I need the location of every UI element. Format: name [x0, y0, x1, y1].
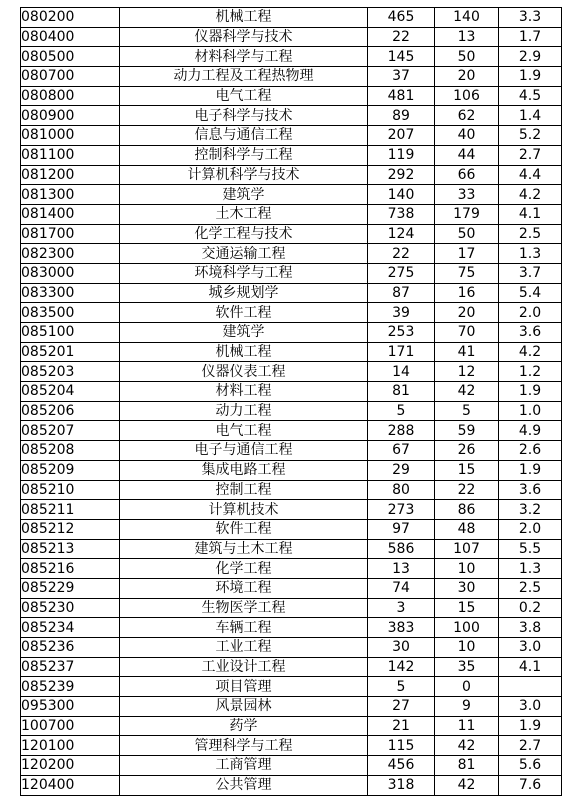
cell-name: 电气工程	[120, 421, 368, 441]
cell-count-b: 62	[435, 106, 499, 126]
cell-name: 管理科学与工程	[120, 736, 368, 756]
cell-count-b: 15	[435, 460, 499, 480]
cell-code: 085216	[21, 559, 120, 579]
cell-count-a: 67	[368, 441, 435, 461]
cell-count-b: 10	[435, 638, 499, 658]
cell-count-b: 50	[435, 224, 499, 244]
cell-ratio: 2.7	[499, 145, 562, 165]
cell-count-b: 81	[435, 756, 499, 776]
cell-code: 081300	[21, 185, 120, 205]
cell-count-a: 80	[368, 480, 435, 500]
cell-count-a: 383	[368, 618, 435, 638]
table-row	[21, 244, 562, 264]
cell-ratio: 1.9	[499, 716, 562, 736]
table-row	[21, 106, 562, 126]
table-row	[21, 519, 562, 539]
cell-count-a: 22	[368, 244, 435, 264]
cell-ratio: 3.2	[499, 500, 562, 520]
cell-ratio: 4.4	[499, 165, 562, 185]
cell-code: 085236	[21, 638, 120, 658]
table-body	[21, 8, 562, 796]
cell-name: 仪器仪表工程	[120, 362, 368, 382]
cell-code: 120200	[21, 756, 120, 776]
cell-count-a: 5	[368, 677, 435, 697]
cell-name: 风景园林	[120, 697, 368, 717]
cell-name: 土木工程	[120, 204, 368, 224]
cell-code: 081700	[21, 224, 120, 244]
cell-ratio: 2.5	[499, 224, 562, 244]
table-row	[21, 500, 562, 520]
cell-count-b: 86	[435, 500, 499, 520]
cell-name: 计算机科学与技术	[120, 165, 368, 185]
cell-code: 085100	[21, 323, 120, 343]
cell-ratio: 1.3	[499, 559, 562, 579]
cell-count-b: 22	[435, 480, 499, 500]
table-row	[21, 539, 562, 559]
table-row	[21, 224, 562, 244]
cell-count-b: 12	[435, 362, 499, 382]
cell-ratio: 1.2	[499, 362, 562, 382]
cell-ratio: 3.6	[499, 480, 562, 500]
cell-ratio: 3.8	[499, 618, 562, 638]
cell-count-a: 115	[368, 736, 435, 756]
cell-name: 建筑学	[120, 323, 368, 343]
cell-name: 控制工程	[120, 480, 368, 500]
cell-ratio: 3.7	[499, 263, 562, 283]
cell-count-a: 140	[368, 185, 435, 205]
table-row	[21, 578, 562, 598]
cell-code: 083500	[21, 303, 120, 323]
cell-name: 项目管理	[120, 677, 368, 697]
cell-count-a: 97	[368, 519, 435, 539]
table-row	[21, 441, 562, 461]
cell-name: 药学	[120, 716, 368, 736]
cell-count-b: 44	[435, 145, 499, 165]
cell-code: 085207	[21, 421, 120, 441]
cell-ratio: 1.0	[499, 401, 562, 421]
cell-code: 085213	[21, 539, 120, 559]
cell-name: 动力工程及工程热物理	[120, 67, 368, 87]
cell-count-b: 15	[435, 598, 499, 618]
cell-count-b: 16	[435, 283, 499, 303]
cell-name: 计算机技术	[120, 500, 368, 520]
table-row	[21, 677, 562, 697]
cell-name: 车辆工程	[120, 618, 368, 638]
cell-count-b: 106	[435, 86, 499, 106]
table-row	[21, 382, 562, 402]
cell-ratio: 1.9	[499, 460, 562, 480]
cell-code: 080700	[21, 67, 120, 87]
cell-ratio	[499, 677, 562, 697]
cell-ratio: 5.5	[499, 539, 562, 559]
cell-count-a: 253	[368, 323, 435, 343]
cell-count-a: 30	[368, 638, 435, 658]
cell-ratio: 4.1	[499, 204, 562, 224]
table-row	[21, 697, 562, 717]
cell-ratio: 5.4	[499, 283, 562, 303]
table-row	[21, 342, 562, 362]
cell-code: 085234	[21, 618, 120, 638]
cell-count-b: 75	[435, 263, 499, 283]
cell-name: 软件工程	[120, 519, 368, 539]
cell-ratio: 0.2	[499, 598, 562, 618]
cell-code: 085203	[21, 362, 120, 382]
cell-code: 120400	[21, 775, 120, 795]
table-row	[21, 47, 562, 67]
cell-ratio: 4.5	[499, 86, 562, 106]
table-row	[21, 27, 562, 47]
cell-ratio: 3.0	[499, 697, 562, 717]
cell-count-a: 273	[368, 500, 435, 520]
cell-ratio: 2.5	[499, 578, 562, 598]
cell-code: 085230	[21, 598, 120, 618]
table-row	[21, 618, 562, 638]
table-row	[21, 638, 562, 658]
cell-ratio: 1.4	[499, 106, 562, 126]
cell-count-a: 13	[368, 559, 435, 579]
cell-name: 建筑与土木工程	[120, 539, 368, 559]
cell-count-a: 124	[368, 224, 435, 244]
cell-ratio: 1.9	[499, 382, 562, 402]
cell-ratio: 2.0	[499, 303, 562, 323]
cell-name: 软件工程	[120, 303, 368, 323]
cell-code: 100700	[21, 716, 120, 736]
cell-ratio: 2.9	[499, 47, 562, 67]
table-row	[21, 126, 562, 146]
cell-code: 095300	[21, 697, 120, 717]
cell-count-b: 11	[435, 716, 499, 736]
table-row	[21, 185, 562, 205]
cell-count-a: 27	[368, 697, 435, 717]
cell-ratio: 7.6	[499, 775, 562, 795]
cell-count-b: 13	[435, 27, 499, 47]
cell-ratio: 2.0	[499, 519, 562, 539]
cell-code: 085212	[21, 519, 120, 539]
cell-count-b: 100	[435, 618, 499, 638]
cell-count-b: 0	[435, 677, 499, 697]
cell-ratio: 2.7	[499, 736, 562, 756]
cell-name: 环境科学与工程	[120, 263, 368, 283]
table-row	[21, 736, 562, 756]
cell-name: 电子科学与技术	[120, 106, 368, 126]
cell-ratio: 2.6	[499, 441, 562, 461]
cell-count-b: 42	[435, 382, 499, 402]
table-row	[21, 86, 562, 106]
cell-count-a: 119	[368, 145, 435, 165]
cell-count-a: 145	[368, 47, 435, 67]
table-row	[21, 421, 562, 441]
cell-count-a: 288	[368, 421, 435, 441]
cell-count-b: 26	[435, 441, 499, 461]
table-row	[21, 559, 562, 579]
cell-count-a: 465	[368, 8, 435, 28]
cell-count-b: 41	[435, 342, 499, 362]
cell-code: 080900	[21, 106, 120, 126]
table-row	[21, 480, 562, 500]
cell-code: 080800	[21, 86, 120, 106]
cell-count-b: 59	[435, 421, 499, 441]
cell-count-a: 21	[368, 716, 435, 736]
cell-count-b: 140	[435, 8, 499, 28]
cell-code: 085211	[21, 500, 120, 520]
cell-count-b: 33	[435, 185, 499, 205]
cell-ratio: 4.2	[499, 185, 562, 205]
cell-count-b: 70	[435, 323, 499, 343]
cell-code: 085210	[21, 480, 120, 500]
table-row	[21, 775, 562, 795]
cell-name: 化学工程	[120, 559, 368, 579]
cell-count-a: 738	[368, 204, 435, 224]
cell-code: 081100	[21, 145, 120, 165]
cell-name: 工商管理	[120, 756, 368, 776]
cell-count-b: 17	[435, 244, 499, 264]
cell-count-a: 481	[368, 86, 435, 106]
cell-code: 080200	[21, 8, 120, 28]
cell-code: 081400	[21, 204, 120, 224]
cell-code: 085201	[21, 342, 120, 362]
cell-count-b: 40	[435, 126, 499, 146]
cell-count-a: 171	[368, 342, 435, 362]
table-row	[21, 598, 562, 618]
table-row	[21, 657, 562, 677]
cell-ratio: 4.2	[499, 342, 562, 362]
cell-code: 085208	[21, 441, 120, 461]
table-row	[21, 283, 562, 303]
table-row	[21, 263, 562, 283]
cell-name: 建筑学	[120, 185, 368, 205]
cell-ratio: 3.6	[499, 323, 562, 343]
cell-count-a: 586	[368, 539, 435, 559]
cell-count-a: 37	[368, 67, 435, 87]
cell-name: 工业设计工程	[120, 657, 368, 677]
table-row	[21, 145, 562, 165]
cell-count-b: 20	[435, 67, 499, 87]
cell-count-b: 20	[435, 303, 499, 323]
cell-count-a: 275	[368, 263, 435, 283]
table-row	[21, 362, 562, 382]
cell-count-b: 9	[435, 697, 499, 717]
cell-count-b: 179	[435, 204, 499, 224]
cell-code: 085229	[21, 578, 120, 598]
cell-count-a: 292	[368, 165, 435, 185]
cell-count-a: 3	[368, 598, 435, 618]
cell-count-a: 39	[368, 303, 435, 323]
cell-code: 085237	[21, 657, 120, 677]
cell-name: 工业工程	[120, 638, 368, 658]
table-row	[21, 756, 562, 776]
cell-count-b: 42	[435, 775, 499, 795]
table-row	[21, 8, 562, 28]
cell-ratio: 5.2	[499, 126, 562, 146]
table-row	[21, 716, 562, 736]
cell-count-a: 5	[368, 401, 435, 421]
cell-count-b: 50	[435, 47, 499, 67]
cell-ratio: 3.3	[499, 8, 562, 28]
table-row	[21, 67, 562, 87]
cell-count-b: 30	[435, 578, 499, 598]
cell-name: 仪器科学与技术	[120, 27, 368, 47]
cell-count-b: 66	[435, 165, 499, 185]
cell-count-a: 89	[368, 106, 435, 126]
cell-code: 081000	[21, 126, 120, 146]
cell-name: 材料工程	[120, 382, 368, 402]
cell-ratio: 4.1	[499, 657, 562, 677]
cell-ratio: 1.7	[499, 27, 562, 47]
cell-count-b: 35	[435, 657, 499, 677]
cell-ratio: 1.9	[499, 67, 562, 87]
cell-code: 080400	[21, 27, 120, 47]
cell-code: 082300	[21, 244, 120, 264]
cell-count-b: 42	[435, 736, 499, 756]
cell-count-b: 48	[435, 519, 499, 539]
cell-code: 081200	[21, 165, 120, 185]
table-row	[21, 165, 562, 185]
cell-name: 电子与通信工程	[120, 441, 368, 461]
cell-name: 化学工程与技术	[120, 224, 368, 244]
cell-ratio: 3.0	[499, 638, 562, 658]
cell-code: 085204	[21, 382, 120, 402]
cell-code: 120100	[21, 736, 120, 756]
cell-count-b: 107	[435, 539, 499, 559]
cell-ratio: 4.9	[499, 421, 562, 441]
cell-code: 085206	[21, 401, 120, 421]
cell-code: 085239	[21, 677, 120, 697]
cell-count-b: 10	[435, 559, 499, 579]
table-row	[21, 204, 562, 224]
table-row	[21, 460, 562, 480]
cell-count-a: 81	[368, 382, 435, 402]
cell-count-a: 318	[368, 775, 435, 795]
cell-code: 080500	[21, 47, 120, 67]
cell-count-a: 22	[368, 27, 435, 47]
cell-count-a: 87	[368, 283, 435, 303]
cell-name: 机械工程	[120, 8, 368, 28]
cell-count-a: 456	[368, 756, 435, 776]
cell-name: 电气工程	[120, 86, 368, 106]
cell-name: 交通运输工程	[120, 244, 368, 264]
cell-count-a: 142	[368, 657, 435, 677]
cell-count-a: 29	[368, 460, 435, 480]
cell-count-b: 5	[435, 401, 499, 421]
data-table	[20, 7, 562, 796]
cell-count-a: 74	[368, 578, 435, 598]
cell-count-a: 14	[368, 362, 435, 382]
table-row	[21, 401, 562, 421]
cell-name: 动力工程	[120, 401, 368, 421]
cell-code: 083000	[21, 263, 120, 283]
cell-code: 085209	[21, 460, 120, 480]
cell-name: 信息与通信工程	[120, 126, 368, 146]
cell-name: 材料科学与工程	[120, 47, 368, 67]
cell-name: 公共管理	[120, 775, 368, 795]
cell-code: 083300	[21, 283, 120, 303]
cell-ratio: 5.6	[499, 756, 562, 776]
cell-name: 控制科学与工程	[120, 145, 368, 165]
table-row	[21, 323, 562, 343]
cell-count-a: 207	[368, 126, 435, 146]
cell-name: 环境工程	[120, 578, 368, 598]
table-row	[21, 303, 562, 323]
cell-name: 集成电路工程	[120, 460, 368, 480]
cell-name: 城乡规划学	[120, 283, 368, 303]
cell-name: 机械工程	[120, 342, 368, 362]
cell-name: 生物医学工程	[120, 598, 368, 618]
cell-ratio: 1.3	[499, 244, 562, 264]
